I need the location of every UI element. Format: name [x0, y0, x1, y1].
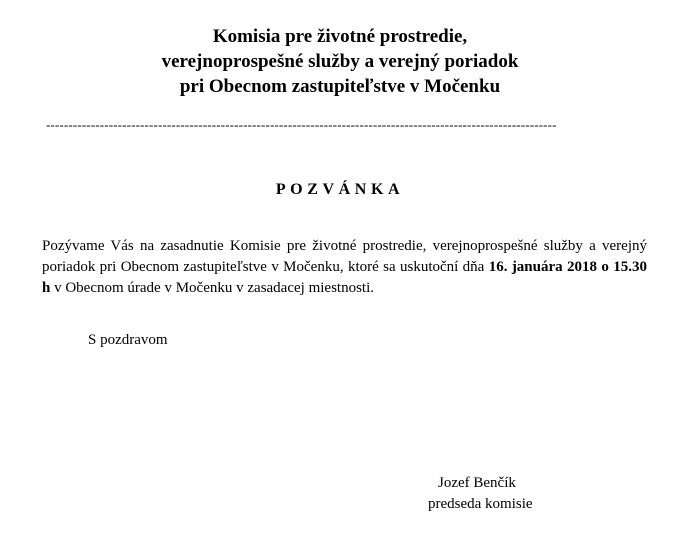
invitation-text-after: v Obecnom úrade v Močenku v zasadacej miestnosti.: [50, 280, 374, 296]
header-line-2: verejnoprospešné služby a verejný poriadok: [161, 51, 519, 72]
signature-role: predseda komisie: [428, 496, 533, 512]
invitation-paragraph: [42, 236, 647, 299]
dashed-divider: ------------------------------------------------------------------------------------------------------------------: [46, 117, 557, 132]
invitation-text-before: Pozývame Vás na zasadnutie Komisie pre životné prostredie, verejnoprospešné služby a verejný poriadok pri Obecnom zastupiteľstve v Močenku, ktoré sa uskutoční dňa: [42, 238, 647, 275]
greeting: S pozdravom: [88, 332, 168, 348]
document-title: POZVÁNKA: [275, 181, 405, 198]
signature-block: [428, 473, 533, 515]
signature-name: Jozef Benčík: [438, 475, 516, 491]
header-line-3: pri Obecnom zastupiteľstve v Močenku: [179, 76, 501, 97]
invitation-date-time: 16. januára 2018 o 15.30 h: [42, 259, 647, 296]
document-header: [0, 24, 680, 99]
header-line-1: Komisia pre životné prostredie,: [212, 26, 468, 47]
